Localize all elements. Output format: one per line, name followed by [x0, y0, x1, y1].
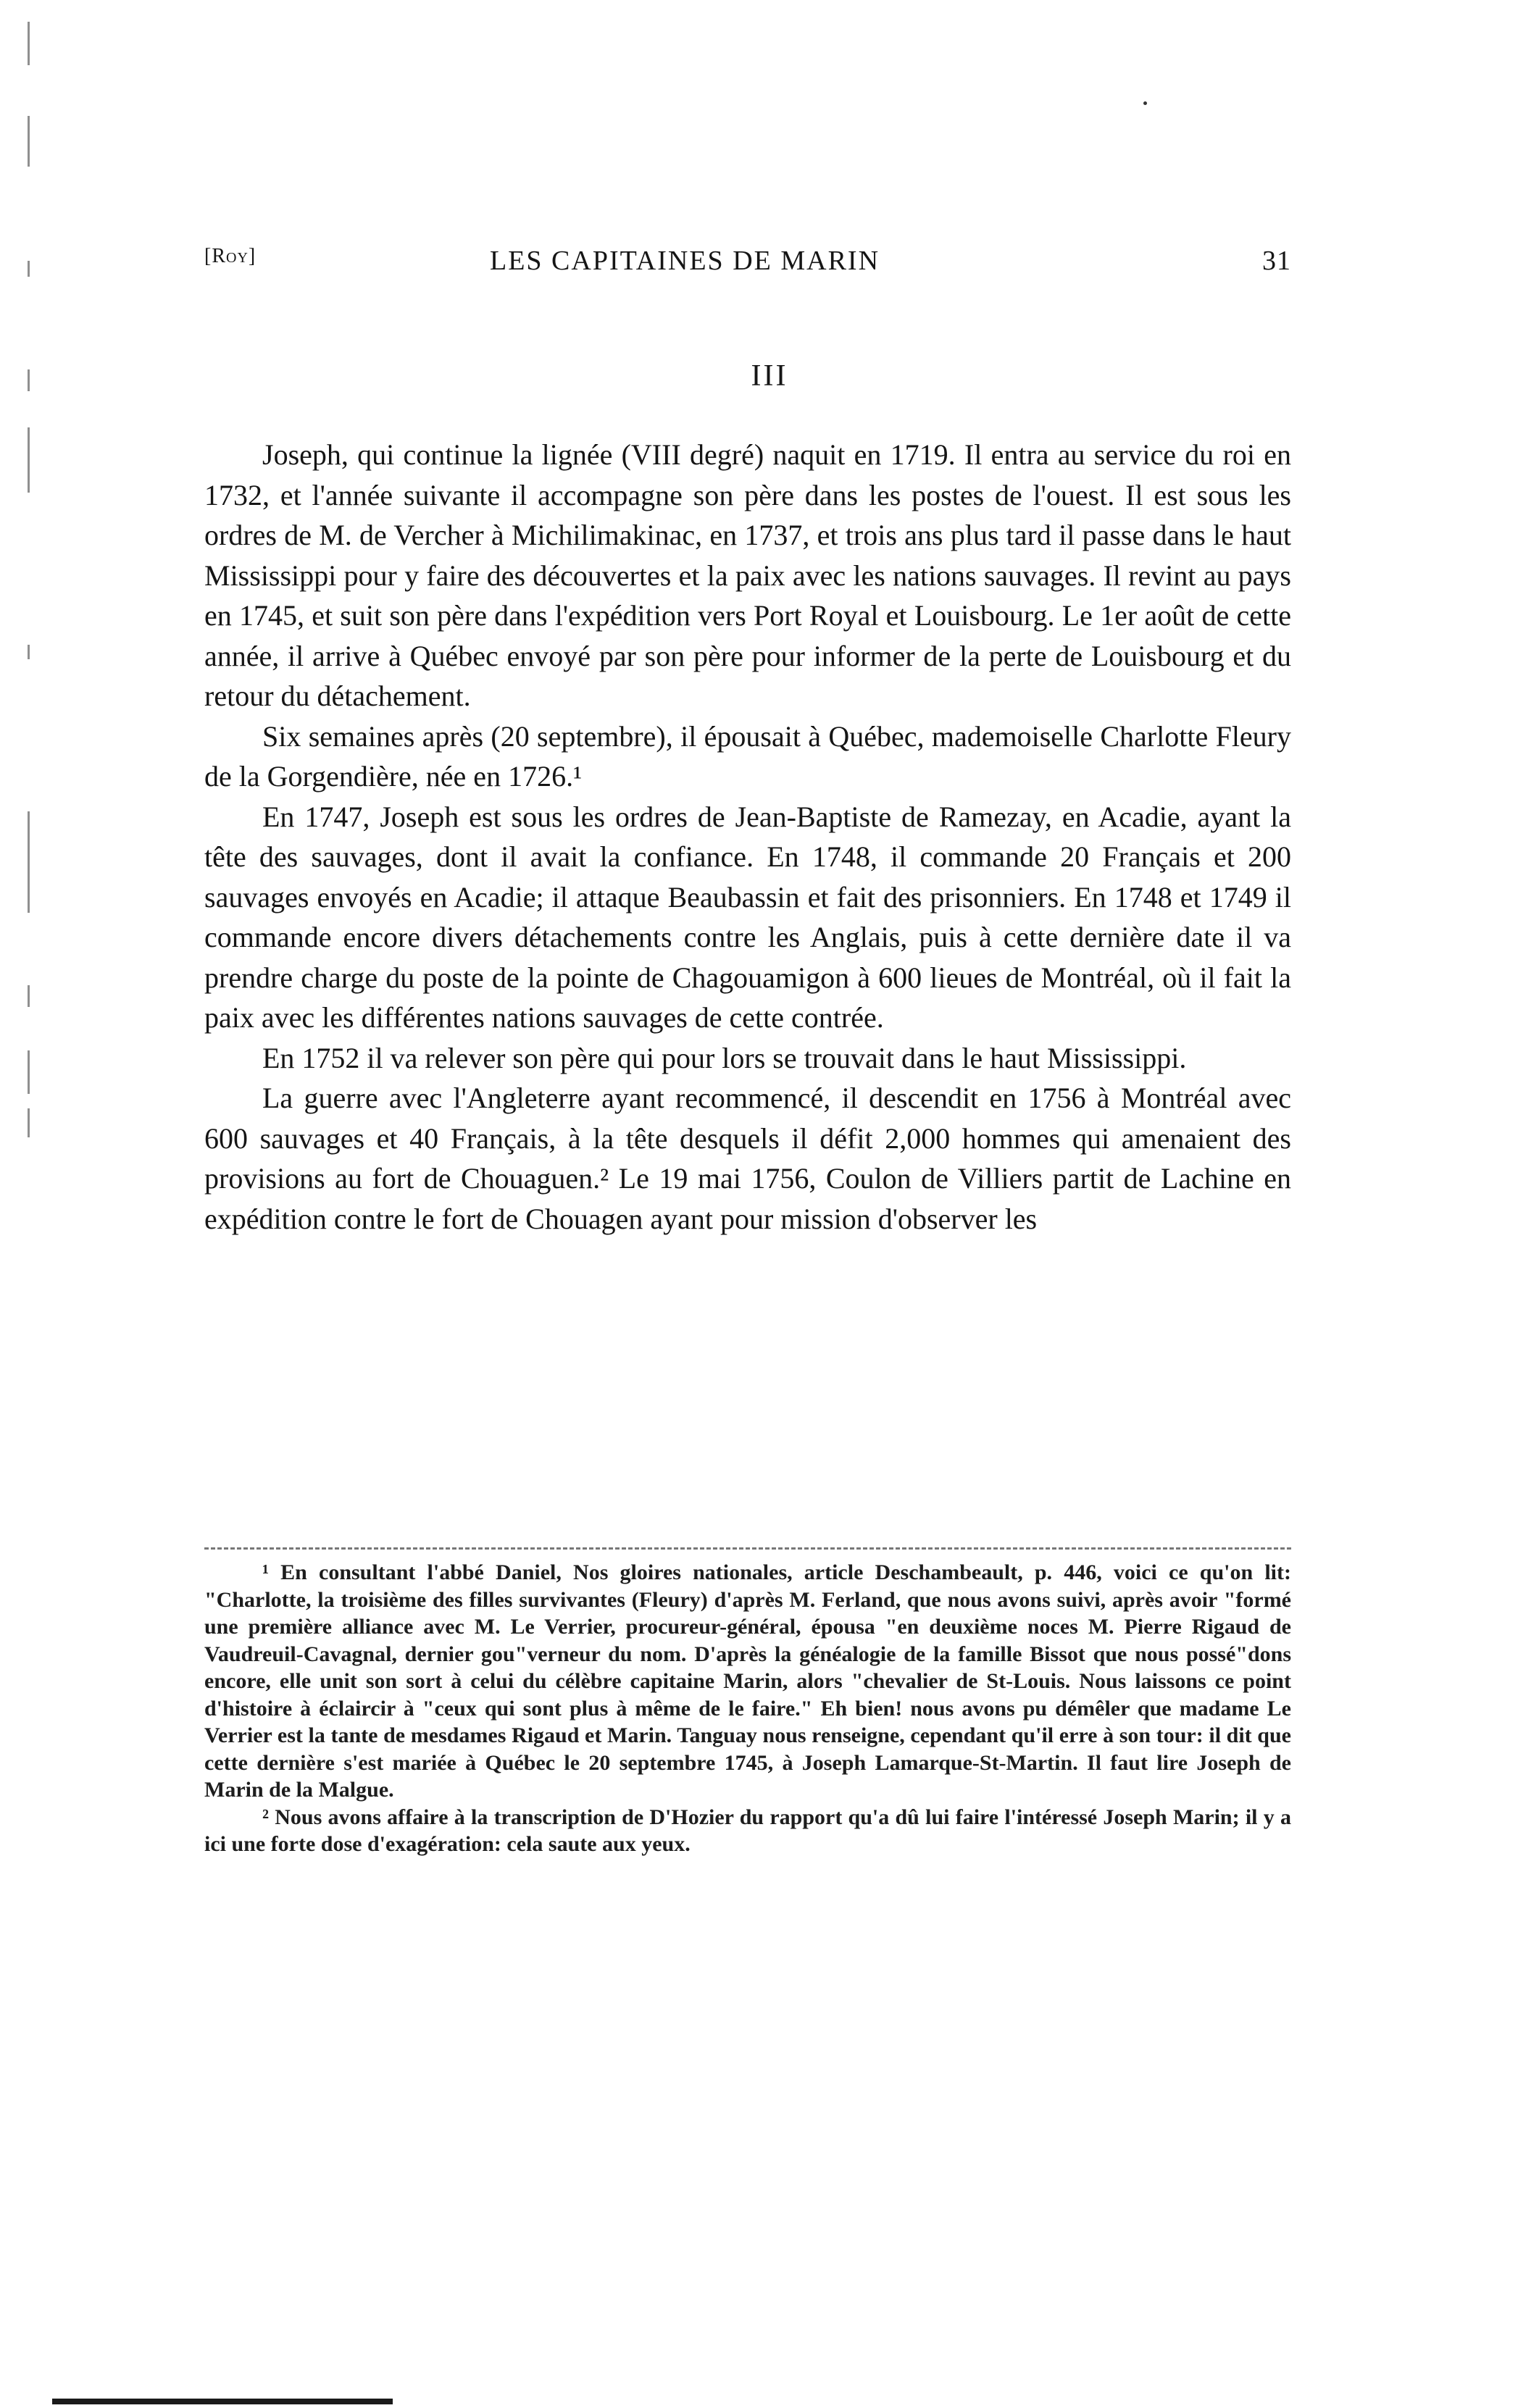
- paragraph: En 1747, Joseph est sous les ordres de Jean-Baptiste de Ramezay, en Acadie, ayant la tête des sauvages, dont il avait la confiance. En 1748, il commande 20 Français et 200 sauvages envoyés en Acadie; il attaque Beaubassin et fait des prisonniers. En 1748 et 1749 il commande encore divers détachements contre les Anglais, puis à cette dernière date il va prendre charge du poste de la pointe de Chagouamigon à 600 lieues de Montréal, où il fait la paix avec les différentes nations sauvages de cette contrée.: [204, 800, 1291, 1034]
- paragraph: En 1752 il va relever son père qui pour lors se trouvait dans le haut Mississippi.: [262, 1041, 1187, 1074]
- scan-speck: [1143, 101, 1147, 105]
- paragraph: Six semaines après (20 septembre), il épousait à Québec, mademoiselle Charlotte Fleury de la Gorgendière, née en 1726.¹: [204, 719, 1291, 793]
- running-header: [204, 245, 1291, 288]
- paragraph: La guerre avec l'Angleterre ayant recommencé, il descendit en 1756 à Montréal avec 600 sauvages et 40 Français, à la tête desquels il défit 2,000 hommes qui amenaient des provisions au fort de Chouaguen.² Le 19 mai 1756, Coulon de Villiers partit de Lachine en expédition contre le fort de Chouagen ayant pour mission d'observer les: [204, 1082, 1291, 1235]
- paragraph: Joseph, qui continue la lignée (VIII degré) naquit en 1719. Il entra au service du roi en 1732, et l'année suivante il accompagne son père dans les postes de l'ouest. Il est sous les ordres de M. de Vercher à Michilimakinac, en 1737, et trois ans plus tard il passe dans le haut Mississippi pour y faire des découvertes et la paix avec les nations sauvages. Il revint au pays en 1745, et suit son père dans l'expédition vers Port Royal et Louisbourg. Le 1er août de cette année, il arrive à Québec envoyé par son père pour informer de la perte de Louisbourg et du retour du détachement.: [204, 438, 1291, 712]
- header-author: [Roy]: [204, 245, 256, 267]
- scan-bottom-bar: [52, 2399, 393, 2404]
- header-title: LES CAPITAINES DE MARIN: [490, 246, 880, 276]
- footnote: ¹ En consultant l'abbé Daniel, Nos gloires nationales, article Deschambeault, p. 446, voici ce qu'on lit: "Charlotte, la troisième des filles survivantes (Fleury) d'après M. Ferland, que nous avons suivi, après avoir "formé une première alliance avec M. Le Verrier, procureur-général, épousa "en deuxième noces M. Pierre Rigaud de Vaudreuil-Cavagnal, dernier gou"verneur du nom. D'après la généalogie de la famille Bissot que nous possé"dons encore, elle unit son sort à celui du célèbre capitaine Marin, alors "chevalier de St-Louis. Nous laissons ce point d'histoire à éclaircir à "ceux qui sont plus à même de le faire." Eh bien! nous avons pu démêler que madame Le Verrier est la tante de mesdames Rigaud et Marin. Tanguay nous renseigne, cependant qu'il erre à son tour: il dit que cette dernière s'est mariée à Québec le 20 septembre 1745, à Joseph Lamarque-St-Martin. Il faut lire Joseph de Marin de la Malgue.: [204, 1560, 1291, 1802]
- section-number: III: [751, 359, 788, 393]
- footnote: ² Nous avons affaire à la transcription de D'Hozier du rapport qu'a dû lui faire l'intéressé Joseph Marin; il y a ici une forte dose d'exagération: cela saute aux yeux.: [204, 1805, 1291, 1856]
- page-number: 31: [1262, 246, 1291, 276]
- footnote-divider: [204, 1547, 1291, 1550]
- scan-edge-marks: [28, 22, 38, 1181]
- body-text: [204, 435, 1291, 1239]
- footnotes: [204, 1559, 1291, 1858]
